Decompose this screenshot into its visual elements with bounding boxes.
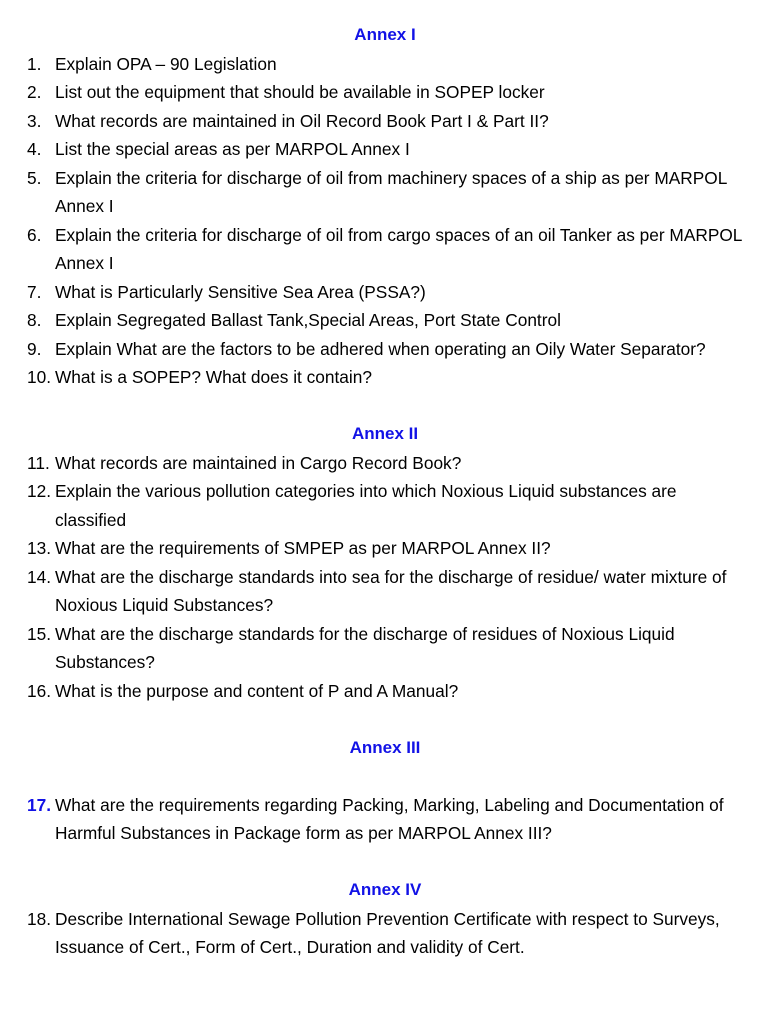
question-text: What is Particularly Sensitive Sea Area (PSSA?) [55,281,426,302]
section-heading-annex-2: Annex II [351,424,419,443]
section-spacer [0,392,768,421]
question-item [0,563,768,620]
question-number: 18. [27,908,52,929]
question-number: 6. [27,224,42,245]
question-text: What is the purpose and content of P and A Manual? [55,680,459,701]
question-item [0,363,768,392]
question-item [0,221,768,278]
question-number: 9. [27,338,42,359]
question-text: What records are maintained in Cargo Record Book? [55,452,462,473]
question-item [0,905,768,962]
question-number: 11. [27,452,50,473]
question-text: List the special areas as per MARPOL Annex I [55,139,410,159]
section-spacer [0,848,768,877]
question-number: 7. [27,281,42,302]
section-spacer [0,762,768,791]
section-heading-annex-3: Annex III [349,737,421,757]
question-text: List out the equipment that should be available in SOPEP locker [55,82,545,102]
question-item [0,278,768,307]
question-item [0,107,768,136]
question-text: Explain OPA – 90 Legislation [55,53,277,74]
question-text: Explain the criteria for discharge of oil from machinery spaces of a ship as per MARPOL Annex I [55,167,727,216]
section-heading-annex-4: Annex IV [348,880,422,899]
question-item [0,791,768,848]
question-text: Explain the various pollution categories into which Noxious Liquid substances are classified [55,481,677,530]
question-number: 1. [27,53,42,74]
question-number: 17. [27,794,52,815]
question-item [0,164,768,221]
question-text: What are the requirements regarding Packing, Marking, Labeling and Documentation of Harmful Substances in Package form as per MARPOL Annex III? [55,794,724,843]
question-item [0,449,768,478]
question-text: What are the discharge standards into sea for the discharge of residue/ water mixture of Noxious Liquid Substances? [55,566,727,615]
question-number: 2. [27,82,42,102]
question-number: 4. [27,139,42,159]
question-item [0,677,768,706]
question-item [0,477,768,534]
question-number: 10. [27,367,52,387]
question-text: Describe International Sewage Pollution Prevention Certificate with respect to Surveys, Issuance of Cert., Form of Cert., Duration and validity of Cert. [55,908,720,957]
question-number: 12. [27,481,52,501]
question-number: 13. [27,538,52,558]
question-item [0,50,768,79]
document-page [0,21,768,962]
question-text: Explain Segregated Ballast Tank,Special Areas, Port State Control [55,310,561,330]
question-text: What is a SOPEP? What does it contain? [55,367,372,387]
question-item [0,335,768,364]
question-text: What records are maintained in Oil Record Book Part I & Part II? [55,110,549,131]
question-number: 5. [27,167,42,188]
question-item [0,534,768,563]
question-number: 14. [27,566,52,587]
question-text: What are the requirements of SMPEP as per MARPOL Annex II? [55,538,551,558]
question-number: 8. [27,310,42,330]
question-text: What are the discharge standards for the discharge of residues of Noxious Liquid Substances? [55,623,675,672]
question-item [0,78,768,107]
question-item [0,135,768,164]
question-number: 3. [27,110,42,131]
question-text: Explain What are the factors to be adhered when operating an Oily Water Separator? [55,338,706,359]
question-item [0,620,768,677]
section-heading-annex-1: Annex I [354,25,416,44]
section-spacer [0,705,768,734]
question-text: Explain the criteria for discharge of oil from cargo spaces of an oil Tanker as per MARPOL Annex I [55,224,742,273]
question-number: 15. [27,623,52,644]
question-number: 16. [27,680,52,701]
question-item [0,306,768,335]
